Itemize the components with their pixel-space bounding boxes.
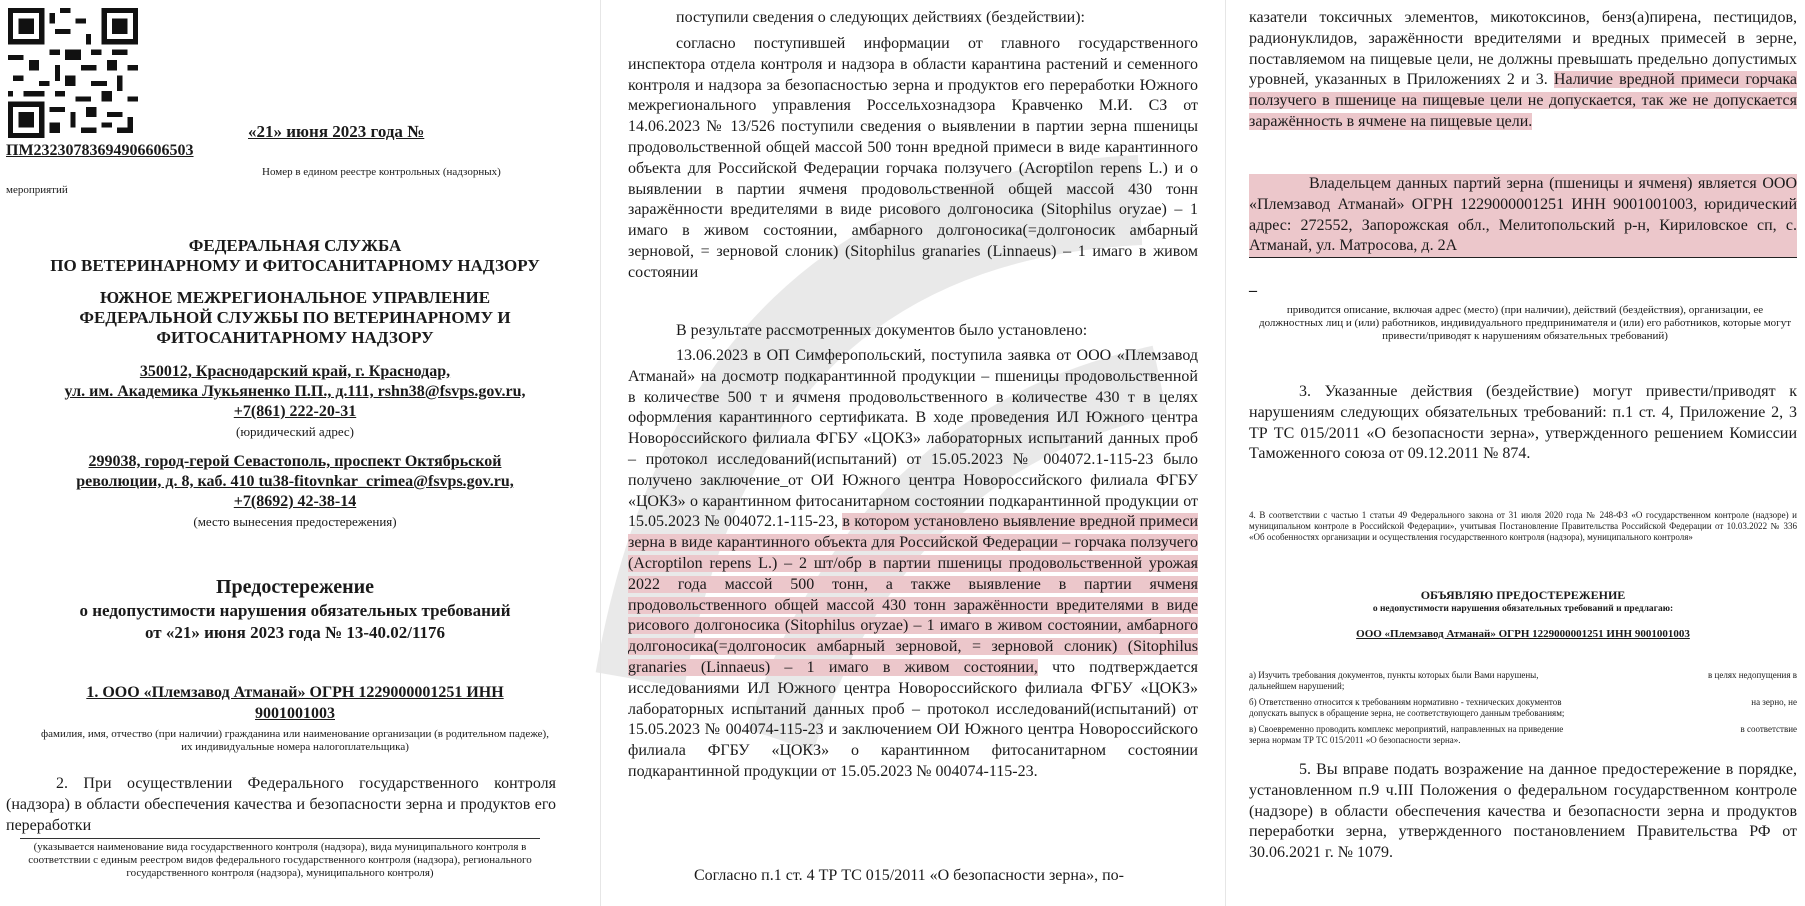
document-date-header: «21» июня 2023 года № [248,122,425,141]
organization-caption: фамилия, имя, отчество (при наличии) гражданина или наименование организации (в родительном падеже), их индивидуальные номера налогоплательщика) [41,728,549,753]
declare-subtitle: о недопустимости нарушения обязательных требований и предлагаю: [1372,604,1674,614]
section-3-text: 3. Указанные действия (бездействие) могут привести/приводят к нарушениям следующих обязательных требований: п.1 ст. 4, Приложение 2, 3 ТР ТС 015/2011 «О безопасности зерна», утвержденного решением Комиссии Таможенного союза от 09.12.2011 № 874. [1249,383,1797,463]
intro-line: поступили сведения о следующих действиях (бездействии): [676,9,1085,26]
actions-caption: приводится описание, включая адрес (место) (при наличии), действий (бездействия), организации, ее должностных лиц и (или) работников, индивидуального предпринимателя и (или) его работников, которые могут привести/приводят к нарушениям обязательных требований) [1258,304,1792,342]
section-2-caption: (указывается наименование вида государственного контроля (надзора), вида муниципального контроля в соответствии с единым реестром видов федерального государственного контроля (надзора), регионального государственного контроля (надзора), муниципального контроля) [20,838,540,880]
page-separator [1225,0,1226,906]
list-item: в) Своевременно проводить комплекс мероприятий, направленных на приведение в соответствие [1249,724,1797,734]
legal-address: 350012, Краснодарский край, г. Краснодар, ул. им. Академика Лукьяненко П.П., д.111, rshn38@fsvps.gov.ru, +7(861) 222-20-31 (юридический адрес) [64,363,526,439]
issue-address: 299038, город-герой Севастополь, проспект Октябрьской революции, д. 8, каб. 410 tu38-fitovnkar_crimea@fsvps.gov.ru, +7(8692) 42-38-14 (место вынесения предостережения) [76,453,514,529]
highlighted-prohibition: Наличие вредной примеси горчака ползучего в пшенице на пищевые цели не допускается, так же не допускается заражённость в ячмене на пищевые цели. [1249,71,1798,130]
department-name: ЮЖНОЕ МЕЖРЕГИОНАЛЬНОЕ УПРАВЛЕНИЕ ФЕДЕРАЛЬНОЙ СЛУЖБЫ ПО ВЕТЕРИНАРНОМУ И ФИТОСАНИТАРНОМУ НАДЗОРУ [79,288,511,347]
list-item: а) Изучить требования документов, пункты которых были Вами нарушены, в целях недопущения в [1249,670,1797,680]
highlighted-findings: в котором установлено выявление вредной примеси зерна в виде карантинного объекта для Российской Федерации – горчака ползучего (Acroptilon repens L.) – 2 шт/обр в партии пшеницы продовольственной урожая 2022 года массой 500 тонн, а также выявление в партии ячменя продовольственного общей массой 430 тонн заражённости вредителями в виде рисового долгоносика (Sitophilus oryzae) – 1 имаго в живом состоянии, амбарного долгоносика(=долгоносик амбарный зерновой, = зерновой слоник) (Sitophilus granaries (Linnaeus) – 1 имаго в живом состоянии, [628,513,1199,676]
section-4-text: 4. В соответствии с частью 1 статьи 49 Федерального закона от 31 июля 2020 года № 248-ФЗ «О государственном контроле (надзоре) и муниципальном контроле в Российской Федерации», учитывая Постановление Правительства Российской Федерации от 10.03.2022 № 336 «Об особенностях организации и осуществления государственного контроля (надзора), муниципального контроля» [1249,510,1797,542]
registry-number: ПМ23230783694906606503 [6,142,194,159]
owner-paragraph: Владельцем данных партий зерна (пшеницы и ячменя) является ООО «Племзавод Атманай» ОГРН 1229000001251 ИНН 9001001003, юридический адрес: 272552, Запорожская обл., Мелитопольский р-н, Кириловское сп, с. Атманай, ул. Матросова, д. 2А [1249,174,1797,258]
page-separator [600,0,601,906]
registry-caption-cont: мероприятий [6,184,68,196]
document-title: Предостережение [215,576,375,598]
result-heading: В результате рассмотренных документов было установлено: [676,322,1088,339]
page-3 [1245,0,1805,906]
registry-caption: Номер в едином реестре контрольных (надзорных) [262,166,501,178]
qr-code [8,8,138,138]
regulation-paragraph: Согласно п.1 ст. 4 ТР ТС 015/2011 «О безопасности зерна», по- [694,867,1124,884]
page-1 [0,0,590,906]
section-2-text: 2. При осуществлении Федерального государственного контроля (надзора) в области обеспечения качества и безопасности зерна и продуктов его переработки [6,775,556,834]
agency-name: ФЕДЕРАЛЬНАЯ СЛУЖБА ПО ВЕТЕРИНАРНОМУ И ФИТОСАНИТАРНОМУ НАДЗОРУ [50,236,540,275]
findings-paragraph: 13.06.2023 в ОП Симферопольский, поступила заявка от ООО «Племзавод Атманай» на досмотр подкарантинной продукции – пшеницы продовольственной в количестве 500 т и ячменя продовольственного в количестве 430 т в целях оформления карантинного сертификата. В ходе проведения ИЛ Южного центра Новороссийского филиала ФГБУ «ЦОКЗ» лабораторных испытаний данных проб – протокол исследований(испытаний) от 15.05.2023 № 004072.1-115-23 было получено заключение_от ОИ Южного центра Новороссийского филиала ФГБУ «ЦОКЗ» о карантинном фитосанитарном состоянии подкарантинной продукции от 15.05.2023 № 004072.1-115-23, в котором установлено выявление вредной примеси зерна в виде карантинного объекта для Российской Федерации – горчака ползучего (Acroptilon repens L.) – 2 шт/обр в партии пшеницы продовольственной урожая 2022 года массой 500 тонн, а также выявление в партии ячменя продовольственного общей массой 430 тонн заражённости вредителями в виде рисового долгоносика (Sitophilus oryzae) – 1 имаго в живом состоянии, амбарного долгоносика(=долгоносик амбарный зерновой, = зерновой слоник) (Sitophilus granaries (Linnaeus) – 1 имаго в живом состоянии, что подтверждается исследованиями ИЛ Южного центра Новороссийского филиала ФГБУ «ЦОКЗ» лабораторных испытаний данных проб – протокол исследований(испытаний) от 15.05.2023 № 004074-115-23 и заключением ОИ Южного центра Новороссийского филиала ФГБУ «ЦОКЗ» о карантинном фитосанитарном состоянии подкарантинной продукции от 15.05.2023 № 004074-115-23. [628,347,1199,780]
document-number: от «21» июня 2023 года № 13-40.02/1176 [144,623,446,642]
info-paragraph: согласно поступившей информации от главного государственного инспектора отдела контроля и надзора в области карантина растений и семенного контроля и надзора за безопасностью зерна и продуктов его переработки Южного межрегионального управления Россельхознадзора Кравченко М.И. СЗ от 14.06.2023 № 13/526 поступили сведения о выявлении в партии зерна пшеницы продовольственной общей массой 500 тонн вредной примеси в виде карантинного объекта для Российской Федерации горчака ползучего (Acroptilon repens L.) и о выявлении в партии ячменя продовольственной общей массой 430 тонн заражённости вредителями в виде рисового долгоносика (Sitophilus oryzae) – 1 имаго в живом состоянии, амбарного долгоносика(=долгоносик амбарный зерновой, = зерновой слоник) (Sitophilus granaries (Linnaeus) – 1 имаго в живом состоянии [628,35,1198,281]
page-2 [610,0,1210,906]
dash-mark: – [1249,282,1257,299]
organization-name: 1. ООО «Племзавод Атманай» ОГРН 1229000001251 ИНН 9001001003 [86,684,504,722]
document-subtitle: о недопустимости нарушения обязательных требований [79,601,511,620]
list-item: б) Ответственно относится к требованиям нормативно - технических документов на зерно, не [1249,697,1797,707]
section-5-text: 5. Вы вправе подать возражение на данное предостережение в порядке, установленном п.9 ч.III Положения о федеральном государственном контроле (надзоре) в области обеспечения качества и безопасности зерна и продуктов переработки зерна, утвержденного постановлением Правительства РФ от 30.06.2021 г. № 1079. [1249,761,1797,862]
declare-organization: ООО «Племзавод Атманай» ОГРН 1229000001251 ИНН 9001001003 [1356,628,1690,640]
proposal-list: а) Изучить требования документов, пункты которых были Вами нарушены, в целях недопущения в дальнейшем нарушений; б) Ответственно относится к требованиям нормативно - технических документов на зерно, не допускать выпуск в обращение зерна, не соответствующего данным требованиям; в) Своевременно проводить комплекс мероприятий, направленных на приведение в соответствие зерна нормам ТР ТС 015/2011 «О безопасности зерна». [1249,670,1797,745]
limits-paragraph: казатели токсичных элементов, микотоксинов, бенз(а)пирена, пестицидов, радионуклидов, заражённости вредителями и вредных примесей в зерне, поставляемом на пищевые цели, не должны превышать предельно допустимых уровней, указанных в Приложениях 2 и 3. Наличие вредной примеси горчака ползучего в пшенице на пищевые цели не допускается, так же не допускается заражённость в ячмене на пищевые цели. [1249,9,1798,130]
declare-title: ОБЪЯВЛЯЮ ПРЕДОСТЕРЕЖЕНИЕ [1420,588,1626,602]
